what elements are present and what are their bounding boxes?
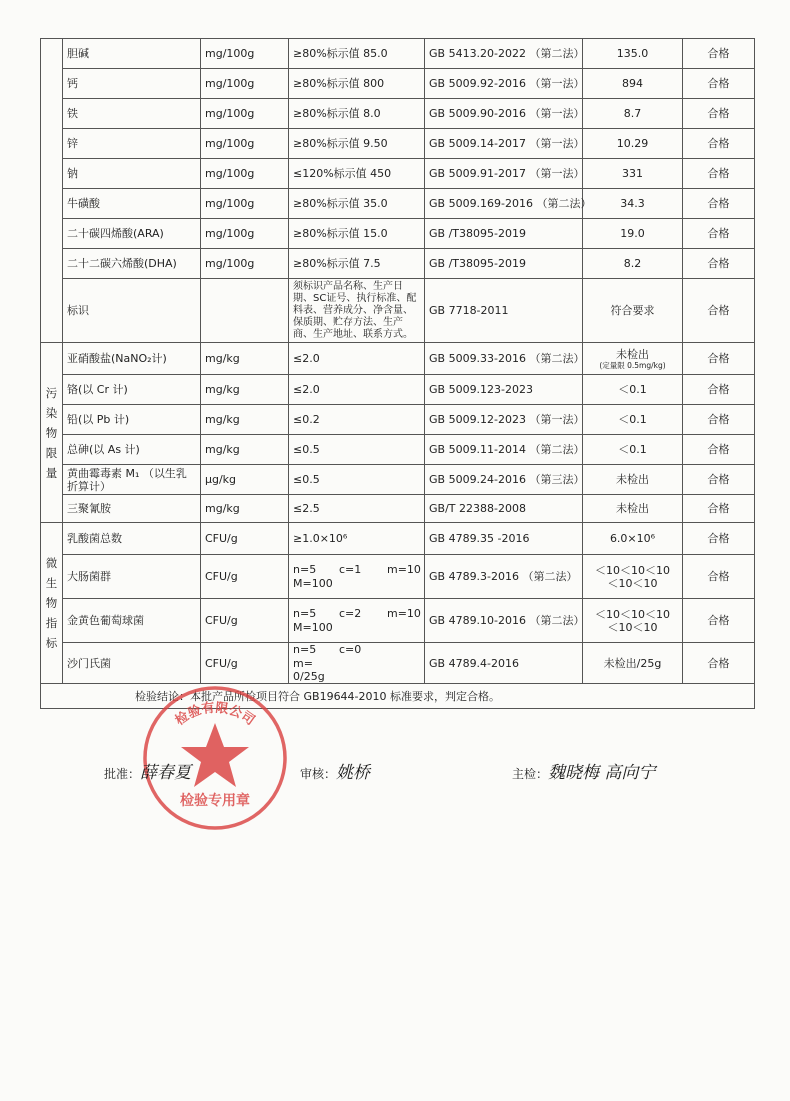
category-cell-nutrition [41, 39, 63, 343]
unit-cell: CFU/g [201, 599, 289, 643]
result-cell: 8.7 [583, 99, 683, 129]
standard-cell: ≤0.5 [289, 435, 425, 465]
judge-cell: 合格 [683, 69, 755, 99]
unit-cell: CFU/g [201, 555, 289, 599]
result-cell: ＜10＜10＜10 ＜10＜10 [583, 599, 683, 643]
standard-cell: ≥80%标示值 85.0 [289, 39, 425, 69]
judge-cell: 合格 [683, 219, 755, 249]
result-cell: 19.0 [583, 219, 683, 249]
judge-cell: 合格 [683, 643, 755, 684]
judge-cell: 合格 [683, 99, 755, 129]
main-inspector-label: 主检： [512, 767, 549, 781]
unit-cell: mg/kg [201, 435, 289, 465]
table-row [41, 219, 755, 249]
item-cell: 沙门氏菌 [63, 643, 201, 684]
standard-cell: ≥80%标示值 7.5 [289, 249, 425, 279]
result-cell: 符合要求 [583, 279, 683, 343]
judge-cell: 合格 [683, 189, 755, 219]
standard-cell: ≥80%标示值 800 [289, 69, 425, 99]
result-cell: 135.0 [583, 39, 683, 69]
result-cell: ＜0.1 [583, 375, 683, 405]
result-cell: 未检出 [583, 465, 683, 495]
main-inspector-block [512, 758, 655, 783]
judge-cell: 合格 [683, 599, 755, 643]
seal-text-bottom: 检验专用章 [180, 793, 250, 809]
unit-cell: mg/100g [201, 69, 289, 99]
unit-cell: CFU/g [201, 643, 289, 684]
item-cell: 标识 [63, 279, 201, 343]
table-row [41, 129, 755, 159]
method-cell: GB 4789.3-2016 （第二法） [425, 555, 583, 599]
standard-cell: ≤2.0 [289, 343, 425, 375]
method-cell: GB 5009.169-2016 （第二法） [425, 189, 583, 219]
table-row [41, 643, 755, 684]
judge-cell: 合格 [683, 435, 755, 465]
table-row [41, 279, 755, 343]
method-cell: GB 5009.14-2017 （第一法） [425, 129, 583, 159]
approve-block [104, 758, 191, 783]
standard-cell: n=5 c=1 m=10 M=100 [289, 555, 425, 599]
method-cell: GB 7718-2011 [425, 279, 583, 343]
table-row [41, 375, 755, 405]
item-cell: 黄曲霉毒素 M₁ （以生乳折算计） [63, 465, 201, 495]
main-inspector-signature: 魏晓梅 高向宁 [548, 763, 656, 783]
result-cell: 34.3 [583, 189, 683, 219]
method-cell: GB 4789.10-2016 （第二法） [425, 599, 583, 643]
method-cell: GB/T 22388-2008 [425, 495, 583, 523]
unit-cell: μg/kg [201, 465, 289, 495]
result-cell: 8.2 [583, 249, 683, 279]
approve-signature: 薛春夏 [140, 763, 192, 783]
standard-cell: n=5 c=2 m=10 M=100 [289, 599, 425, 643]
table-row [41, 343, 755, 375]
table-row [41, 465, 755, 495]
standard-cell: ≥1.0×10⁶ [289, 523, 425, 555]
table-row [41, 435, 755, 465]
standard-cell: ≤2.0 [289, 375, 425, 405]
standard-cell: 须标识产品名称、生产日期、SC证号、执行标准、配料表、营养成分、净含量、保质期、贮存方法、生产商、生产地址、联系方式。 [289, 279, 425, 343]
item-cell: 锌 [63, 129, 201, 159]
standard-cell: n=5 c=0 m= 0/25g [289, 643, 425, 684]
category-cell-micro [41, 523, 63, 684]
table-row [41, 405, 755, 435]
table-row [41, 39, 755, 69]
unit-cell: mg/100g [201, 129, 289, 159]
result-cell: 6.0×10⁶ [583, 523, 683, 555]
table-row [41, 495, 755, 523]
method-cell: GB /T38095-2019 [425, 219, 583, 249]
method-cell: GB 5009.90-2016 （第一法） [425, 99, 583, 129]
method-cell: GB 4789.4-2016 [425, 643, 583, 684]
table-row [41, 99, 755, 129]
judge-cell: 合格 [683, 523, 755, 555]
standard-cell: ≥80%标示值 35.0 [289, 189, 425, 219]
item-cell: 胆碱 [63, 39, 201, 69]
category-label: 污染物限量 [45, 385, 58, 480]
result-cell: ＜10＜10＜10 ＜10＜10 [583, 555, 683, 599]
judge-cell: 合格 [683, 279, 755, 343]
judge-cell: 合格 [683, 129, 755, 159]
item-cell: 牛磺酸 [63, 189, 201, 219]
unit-cell: mg/kg [201, 405, 289, 435]
judge-cell: 合格 [683, 159, 755, 189]
item-cell: 钙 [63, 69, 201, 99]
item-cell: 金黄色葡萄球菌 [63, 599, 201, 643]
method-cell: GB 5413.20-2022 （第二法） [425, 39, 583, 69]
unit-cell: mg/100g [201, 99, 289, 129]
judge-cell: 合格 [683, 343, 755, 375]
method-cell: GB 5009.92-2016 （第一法） [425, 69, 583, 99]
method-cell: GB 4789.35 -2016 [425, 523, 583, 555]
unit-cell: mg/100g [201, 159, 289, 189]
item-cell: 乳酸菌总数 [63, 523, 201, 555]
unit-cell: mg/100g [201, 249, 289, 279]
judge-cell: 合格 [683, 249, 755, 279]
judge-cell: 合格 [683, 495, 755, 523]
result-cell: ＜0.1 [583, 405, 683, 435]
unit-cell: mg/100g [201, 39, 289, 69]
conclusion-text: 检验结论：本批产品所检项目符合 GB19644-2010 标准要求，判定合格。 [41, 684, 755, 709]
table-row [41, 159, 755, 189]
method-cell: GB 5009.11-2014 （第二法） [425, 435, 583, 465]
result-cell: 未检出 [583, 495, 683, 523]
result-cell: ＜0.1 [583, 435, 683, 465]
standard-cell: ≥80%标示值 8.0 [289, 99, 425, 129]
review-signature: 姚桥 [336, 763, 371, 783]
item-cell: 总砷(以 As 计) [63, 435, 201, 465]
method-cell: GB 5009.91-2017 （第一法） [425, 159, 583, 189]
table-row [41, 249, 755, 279]
report-table [40, 38, 755, 709]
method-cell: GB 5009.24-2016 （第三法） [425, 465, 583, 495]
item-cell: 三聚氰胺 [63, 495, 201, 523]
item-cell: 铁 [63, 99, 201, 129]
unit-cell [201, 279, 289, 343]
table-row [41, 523, 755, 555]
unit-cell: CFU/g [201, 523, 289, 555]
unit-cell: mg/100g [201, 189, 289, 219]
table-row [41, 555, 755, 599]
judge-cell: 合格 [683, 555, 755, 599]
approve-label: 批准： [104, 767, 141, 781]
item-cell: 二十碳四烯酸(ARA) [63, 219, 201, 249]
table-row [41, 189, 755, 219]
judge-cell: 合格 [683, 375, 755, 405]
method-cell: GB 5009.33-2016 （第二法） [425, 343, 583, 375]
result-cell: 未检出 (定量限 0.5mg/kg) [583, 343, 683, 375]
unit-cell: mg/kg [201, 495, 289, 523]
table-row [41, 599, 755, 643]
result-cell: 未检出/25g [583, 643, 683, 684]
item-cell: 铬(以 Cr 计) [63, 375, 201, 405]
item-cell: 二十二碳六烯酸(DHA) [63, 249, 201, 279]
item-cell: 钠 [63, 159, 201, 189]
item-cell: 大肠菌群 [63, 555, 201, 599]
standard-cell: ≤120%标示值 450 [289, 159, 425, 189]
item-cell: 铅(以 Pb 计) [63, 405, 201, 435]
seal-text-top: 检验有限公司 [172, 700, 258, 729]
result-cell: 894 [583, 69, 683, 99]
review-label: 审核： [300, 767, 337, 781]
category-cell-contaminant [41, 343, 63, 523]
standard-cell: ≤2.5 [289, 495, 425, 523]
category-label: 微生物指标 [45, 556, 58, 650]
result-cell: 10.29 [583, 129, 683, 159]
star-icon [181, 723, 249, 787]
standard-cell: ≥80%标示值 15.0 [289, 219, 425, 249]
review-block [300, 758, 370, 783]
unit-cell: mg/100g [201, 219, 289, 249]
standard-cell: ≤0.5 [289, 465, 425, 495]
standard-cell: ≤0.2 [289, 405, 425, 435]
method-cell: GB /T38095-2019 [425, 249, 583, 279]
unit-cell: mg/kg [201, 375, 289, 405]
table-row [41, 69, 755, 99]
item-cell: 亚硝酸盐(NaNO₂计) [63, 343, 201, 375]
result-cell: 331 [583, 159, 683, 189]
judge-cell: 合格 [683, 39, 755, 69]
standard-cell: ≥80%标示值 9.50 [289, 129, 425, 159]
method-cell: GB 5009.12-2023 （第一法） [425, 405, 583, 435]
unit-cell: mg/kg [201, 343, 289, 375]
judge-cell: 合格 [683, 405, 755, 435]
judge-cell: 合格 [683, 465, 755, 495]
method-cell: GB 5009.123-2023 [425, 375, 583, 405]
